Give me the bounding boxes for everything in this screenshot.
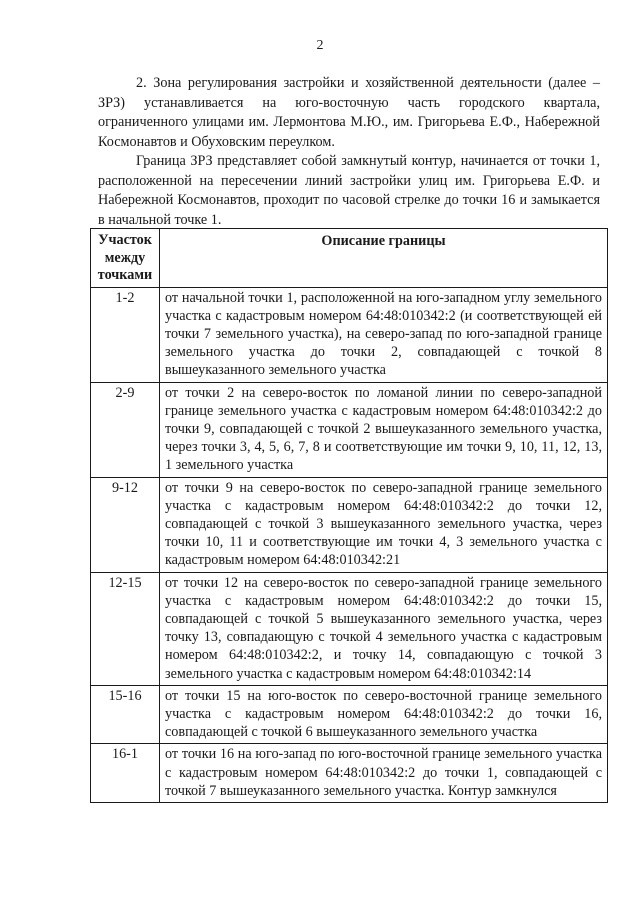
boundary-table bbox=[90, 228, 608, 803]
table-header-row bbox=[91, 229, 608, 288]
segment-cell: 12-15 bbox=[91, 572, 160, 685]
table-row bbox=[91, 287, 608, 382]
page-number: 2 bbox=[316, 38, 324, 53]
table-row bbox=[91, 382, 608, 477]
table-row bbox=[91, 477, 608, 572]
segment-cell: 1-2 bbox=[91, 287, 160, 382]
segment-cell: 16-1 bbox=[91, 744, 160, 803]
segment-cell: 9-12 bbox=[91, 477, 160, 572]
header-segment: Участок между точками bbox=[91, 229, 160, 288]
description-cell: от точки 9 на северо-восток по северо-западной границе земельного участка с кадастровым номером 64:48:010342:2 до точки 12, совпадающей с точкой 3 вышеуказанного земельного участка, через точки 10, 11 и соответствующие им точки 4, 3 земельного участка с кадастровым номером 64:48:010342:21 bbox=[160, 477, 608, 572]
description-cell: от начальной точки 1, расположенной на юго-западном углу земельного участка с кадастровым номером 64:48:010342:2 (и соответствующей ей точки 7 земельного участка), на северо-запад по юго-западной границе земельного участка до точки 2, совпадающей с точкой 8 вышеуказанного земельного участка bbox=[160, 287, 608, 382]
paragraph-zrz-zone: 2. Зона регулирования застройки и хозяйственной деятельности (далее – ЗРЗ) устанавливается на юго-восточную часть городского квартала, ограниченного улицами им. Лермонтова М.Ю., им. Григорьева Е.Ф., Набережной Космонавтов и Обуховским переулком. bbox=[98, 75, 600, 150]
table-row bbox=[91, 744, 608, 803]
table-row bbox=[91, 572, 608, 685]
description-cell: от точки 12 на северо-восток по северо-западной границе земельного участка с кадастровым номером 64:48:010342:2 до точки 15, совпадающей с точкой 5 вышеуказанного земельного участка, через точку 13, совпадающую с точкой 4 земельного участка с кадастровым номером 64:48:010342:2, и точку 14, совпадающую с точкой 3 земельного участка с кадастровым номером 64:48:010342:14 bbox=[160, 572, 608, 685]
segment-cell: 15-16 bbox=[91, 685, 160, 744]
description-cell: от точки 15 на юго-восток по северо-восточной границе земельного участка с кадастровым номером 64:48:010342:2 до точки 16, совпадающей с точкой 6 вышеуказанного земельного участка bbox=[160, 685, 608, 744]
header-description: Описание границы bbox=[160, 229, 608, 288]
segment-cell: 2-9 bbox=[91, 382, 160, 477]
description-cell: от точки 16 на юго-запад по юго-восточной границе земельного участка с кадастровым номером 64:48:010342:2 до точки 1, совпадающей с точкой 7 вышеуказанного земельного участка. Контур замкнулся bbox=[160, 744, 608, 803]
paragraph-zrz-boundary: Граница ЗРЗ представляет собой замкнутый контур, начинается от точки 1, расположенной на пересечении линий застройки улиц им. Григорьева Е.Ф. и Набережной Космонавтов, проходит по часовой стрелке до точки 16 и замыкается в начальной точке 1. bbox=[98, 153, 600, 228]
description-cell: от точки 2 на северо-восток по ломаной линии по северо-западной границе земельного участка с кадастровым номером 64:48:010342:2 до точки 9, совпадающей с точкой 2 вышеуказанного земельного участка, через точки 3, 4, 5, 6, 7, 8 и соответствующие им точки 9, 10, 11, 12, 13, 1 земельного участка bbox=[160, 382, 608, 477]
table-row bbox=[91, 685, 608, 744]
